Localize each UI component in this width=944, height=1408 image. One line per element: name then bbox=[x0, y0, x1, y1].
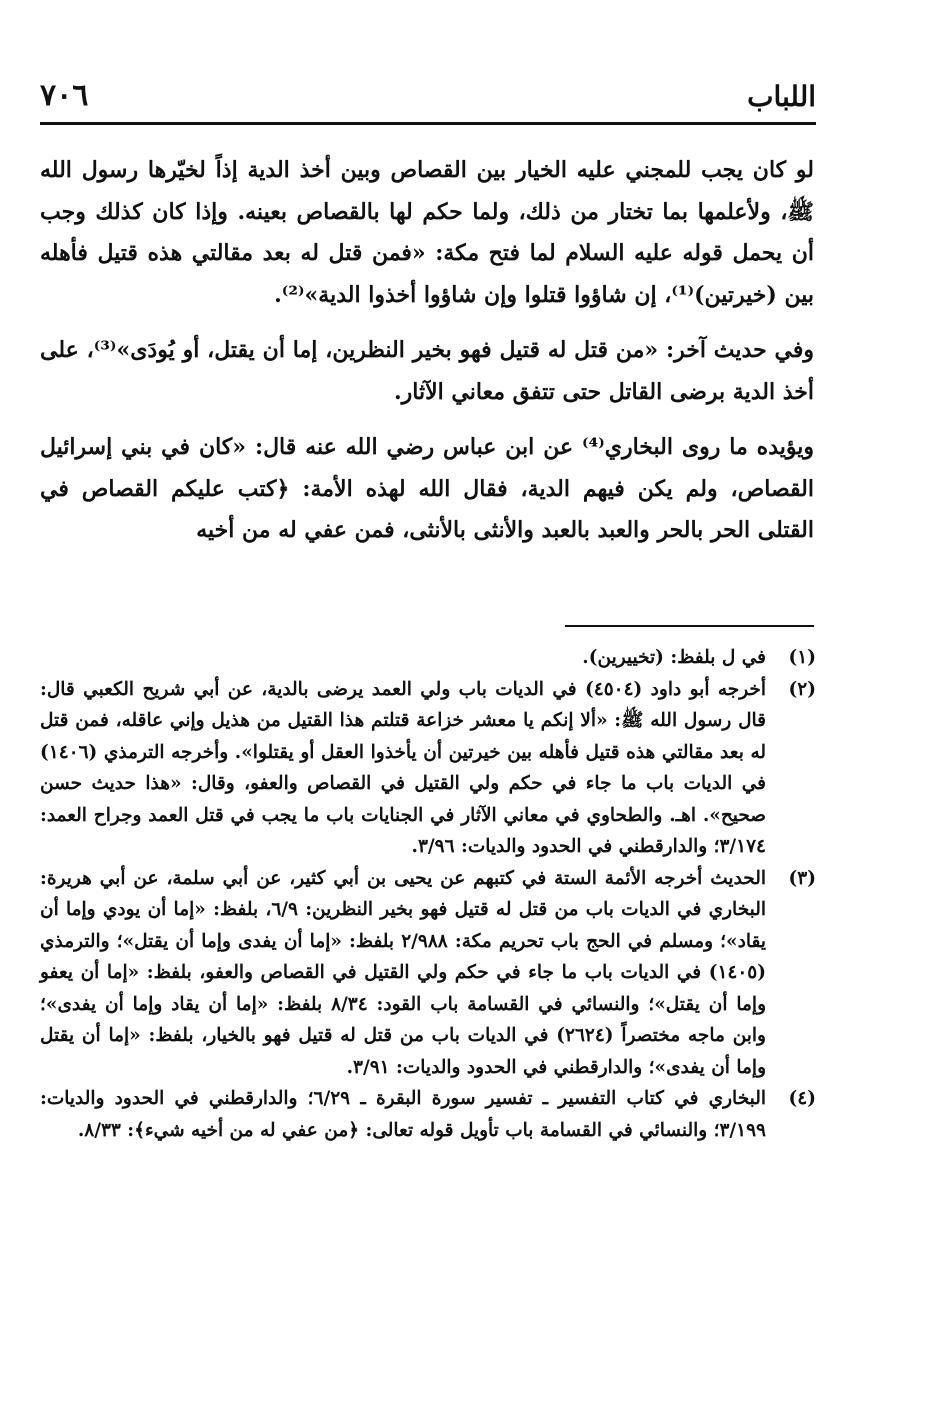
main-text bbox=[40, 150, 814, 566]
footnote-number: (٣) bbox=[788, 867, 816, 889]
footnote-number: (٢) bbox=[788, 678, 816, 700]
footnote-text: البخاري في كتاب التفسير ـ تفسير سورة البقرة ـ ٦/٢٩؛ والدارقطني في الحدود والديات: ٣/١٩٩؛ والنسائي في القسامة باب تأويل قوله تعالى: ﴿من عفي له من أخيه شيء﴾: ٨/٣٣. bbox=[40, 1088, 766, 1141]
footnote-number: (١) bbox=[788, 647, 816, 668]
footnote-3 bbox=[40, 863, 816, 1084]
footnote-separator bbox=[565, 625, 814, 627]
footnote-number: (٤) bbox=[788, 1088, 816, 1109]
page-number: ٧٠٦ bbox=[40, 78, 89, 113]
footnote-1 bbox=[40, 642, 816, 674]
footnote-text: في ل بلفظ: (تخييرين). bbox=[582, 647, 766, 668]
footnotes bbox=[40, 642, 816, 1146]
paragraph-3: ويؤيده ما روى البخاري⁽⁴⁾ عن ابن عباس رضي الله عنه قال: «كان في بني إسرائيل القصاص، ولم يكن فيهم الدية، فقال الله لهذه الأمة: ﴿كتب عليكم القصاص في القتلى الحر بالحر والعبد بالعبد والأنثى بالأنثى، فمن عفي له من أخيه bbox=[40, 434, 814, 543]
footnote-text: الحديث أخرجه الأئمة الستة في كتبهم عن يحيى بن أبي كثير، عن أبي سلمة، عن أبي هريرة: البخاري في الديات باب من قتل له قتيل فهو بخير النظرين: ٦/٩، بلفظ: «إما أن يودي وإما أن يقاد»؛ ومسلم في الحج باب تحريم مكة: ٢/٩٨٨ بلفظ: «إما أن يفدى وإما أن يقتل»؛ والترمذي (١٤٠٥) في الديات باب ما جاء في حكم ولي القتيل في القصاص والعفو، بلفظ: «إما أن يعفو وإما أن يقتل»؛ والنسائي في القسامة باب القود: ٨/٣٤ بلفظ: «إما أن يقاد وإما أن يفدى»؛ وابن ماجه مختصراً (٢٦٢٤) في الديات باب من قتل له قتيل فهو بالخيار، بلفظ: «إما أن يقتل وإما أن يفدى»؛ والدارقطني في الحدود والديات: ٣/٩١. bbox=[40, 867, 766, 1078]
running-title: اللباب bbox=[747, 80, 816, 113]
footnote-4 bbox=[40, 1083, 816, 1146]
page-header bbox=[40, 78, 816, 125]
footnote-text: أخرجه أبو داود (٤٥٠٤) في الديات باب ولي العمد يرضى بالدية، عن أبي شريح الكعبي قال: قال رسول الله ﷺ: «ألا إنكم يا معشر خزاعة قتلتم هذا القتيل من هذيل وإني عاقله، فمن قتل له بعد مقالتي هذه قتيل فأهله بين خيرتين أن يأخذوا العقل أو يقتلوا». وأخرجه الترمذي (١٤٠٦) في الديات باب ما جاء في حكم ولي القتيل في القصاص والعفو، وقال: «هذا حديث حسن صحيح». اهـ. والطحاوي في معاني الآثار في الجنايات باب ما يجب في قتل العمد وجراح العمد: ٣/١٧٤؛ والدارقطني في الحدود والديات: ٣/٩٦. bbox=[40, 678, 767, 857]
footnote-2 bbox=[40, 674, 816, 863]
paragraph-1: لو كان يجب للمجني عليه الخيار بين القصاص وبين أخذ الدية إذاً لخيّرها رسول الله ﷺ، ولأعلمها بما تختار من ذلك، ولما حكم لها بالقصاص بعينه. وإذا كان كذلك وجب أن يحمل قوله عليه السلام لما فتح مكة: «فمن قتل له بعد مقالتي هذه قتيل فأهله بين (خيرتين)⁽¹⁾، إن شاؤوا قتلوا وإن شاؤوا أخذوا الدية»⁽²⁾. bbox=[40, 157, 814, 308]
paragraph-2: وفي حديث آخر: «من قتل له قتيل فهو بخير النظرين، إما أن يقتل، أو يُودَى»⁽³⁾، على أخذ الدية برضى القاتل حتى تتفق معاني الآثار. bbox=[40, 337, 815, 405]
